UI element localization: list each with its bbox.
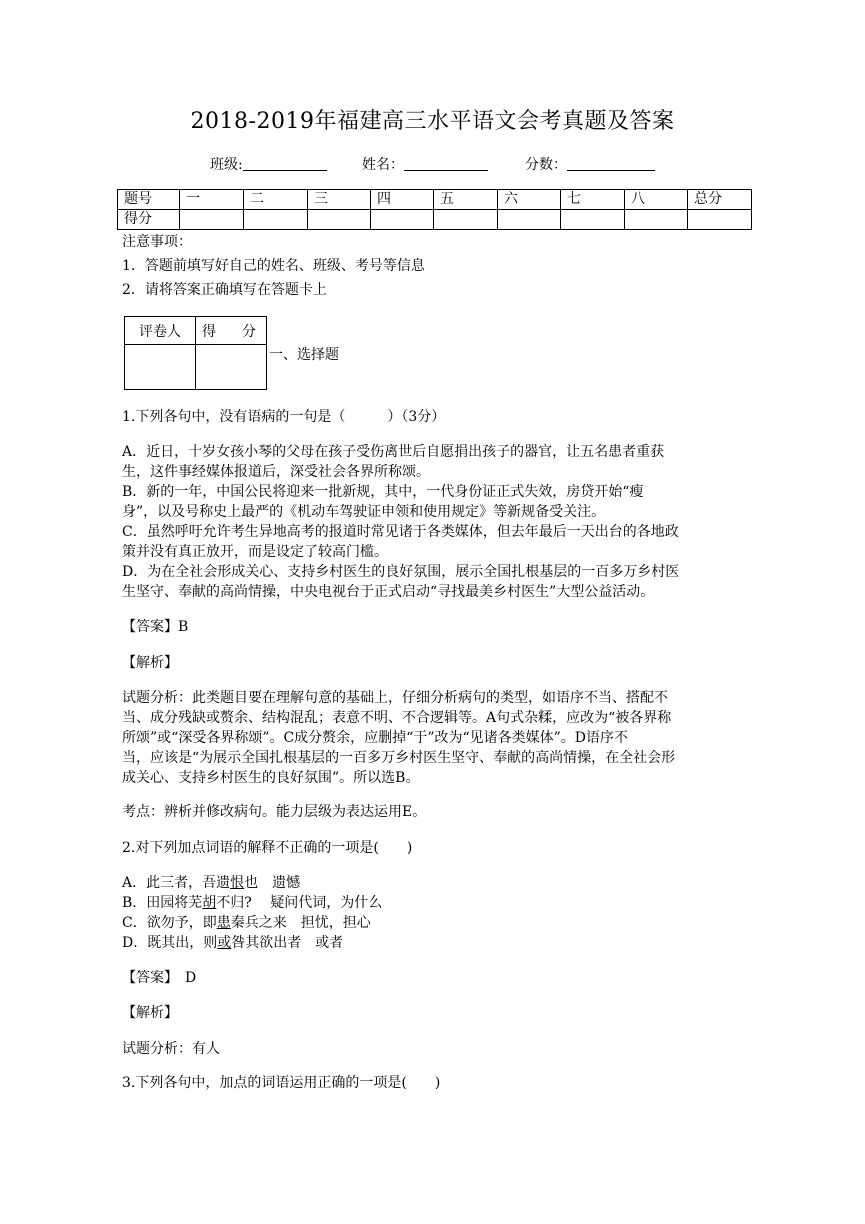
option-text: 咎其欲出者 或者	[231, 935, 344, 951]
name-blank[interactable]	[404, 156, 488, 171]
option-text: 不归? 疑问代词，为什么	[216, 895, 383, 911]
score-cell[interactable]	[244, 210, 308, 230]
dotted-word: 胡	[202, 895, 217, 911]
score-cell[interactable]	[308, 210, 371, 230]
option-text: 也 遗憾	[244, 875, 301, 891]
analysis-line: 试题分析：有人	[122, 1041, 220, 1057]
answer-label: 【答案】 D	[122, 970, 197, 986]
score-table-score-row	[118, 210, 752, 230]
option-a-line: A．近日，十岁女孩小琴的父母在孩子受伤离世后自愿捐出孩子的器官，让五名患者重获	[122, 444, 665, 460]
option-a-line: 生，这件事经媒体报道后，深受社会各界所称颂。	[122, 464, 430, 480]
question-2-stem: 2.对下列加点词语的解释不正确的一项是( )	[122, 840, 413, 856]
score-cell[interactable]	[561, 210, 625, 230]
analysis-line: 当、成分残缺或赘余、结构混乱；表意不明、不合逻辑等。A句式杂糅，应改为“被各界称	[122, 710, 672, 726]
class-field[interactable]	[210, 154, 327, 174]
grader-table	[124, 316, 267, 390]
grader-score-de: 得	[202, 323, 216, 340]
score-cell[interactable]	[371, 210, 434, 230]
question-3-stem: 3.下列各句中，加点的词语运用正确的一项是( )	[122, 1075, 441, 1091]
option-b-line: B．新的一年，中国公民将迎来一批新规，其中，一代身份证正式失效，房贷开始“瘦	[122, 484, 644, 500]
score-header-cell: 题号	[118, 190, 180, 210]
section-heading: 一、选择题	[269, 347, 339, 363]
dotted-word: 患	[216, 915, 231, 931]
analysis-line: 当，应该是“为展示全国扎根基层的一百多万乡村医生坚守、奉献的高尚情操，在全社会形	[122, 750, 676, 766]
option-b-line: 身”，以及号称史上最严的《机动车驾驶证申领和使用规定》等新规备受关注。	[122, 504, 606, 520]
dotted-word: 恨	[230, 875, 245, 891]
option-text: B．田园将芜	[122, 895, 203, 911]
score-cell[interactable]	[434, 210, 498, 230]
score-header-cell: 六	[498, 190, 561, 210]
option-text: 秦兵之来 担忧，担心	[230, 915, 371, 931]
exam-point: 考点：辨析并修改病句。能力层级为表达运用E。	[122, 804, 427, 820]
option-c-line	[122, 913, 371, 933]
score-field[interactable]	[525, 154, 655, 174]
score-cell[interactable]	[498, 210, 561, 230]
option-b-line	[122, 893, 382, 913]
option-d-line: 生坚守、奉献的高尚情操，中央电视台于正式启动“寻找最美乡村医生”大型公益活动。	[122, 584, 655, 600]
grader-score-header	[196, 317, 267, 345]
score-cell[interactable]	[688, 210, 752, 230]
analysis-line: 所颂”或“深受各界称颂”。C成分赘余，应删掉“于”改为“见诸各类媒体”。D语序不	[122, 730, 629, 746]
class-blank[interactable]	[243, 156, 327, 171]
score-cell[interactable]	[625, 210, 688, 230]
option-a-line	[122, 873, 300, 893]
notice-item: 2．请将答案正确填写在答题卡上	[122, 282, 327, 298]
score-row-label: 得分	[118, 210, 180, 230]
score-table	[117, 189, 752, 230]
score-header-cell: 二	[244, 190, 308, 210]
score-header-cell: 八	[625, 190, 688, 210]
score-header-cell: 七	[561, 190, 625, 210]
answer-label: 【答案】B	[122, 619, 189, 635]
analysis-line: 成关心、支持乡村医生的良好氛围”。所以选B。	[122, 770, 420, 786]
option-text: C．欲勿予，即	[122, 915, 217, 931]
dotted-word: 或	[217, 935, 232, 951]
option-text: D．既其出，则	[122, 935, 218, 951]
analysis-line: 试题分析：此类题目要在理解句意的基础上，仔细分析病句的类型，如语序不当、搭配不	[122, 690, 668, 706]
option-c-line: C．虽然呼吁允许考生异地高考的报道时常见诸于各类媒体，但去年最后一天出台的各地政	[122, 524, 679, 540]
analysis-heading: 【解析】	[122, 1005, 178, 1021]
score-blank[interactable]	[567, 156, 655, 171]
reviewer-cell[interactable]	[125, 345, 196, 390]
score-header-cell: 四	[371, 190, 434, 210]
grader-score-fen: 分	[242, 323, 256, 340]
analysis-heading: 【解析】	[122, 655, 178, 671]
score-label: 分数：	[525, 157, 567, 173]
page-title: 2018-2019年福建高三水平语文会考真题及答案	[190, 109, 675, 134]
score-cell[interactable]	[180, 210, 244, 230]
reviewer-label: 评卷人	[125, 317, 196, 345]
option-d-line	[122, 933, 343, 953]
name-label: 姓名：	[362, 157, 404, 173]
option-c-line: 策并没有真正放开，而是设定了较高门槛。	[122, 544, 388, 560]
score-header-cell: 三	[308, 190, 371, 210]
question-1-stem: 1.下列各句中，没有语病的一句是（ ）（3分）	[122, 409, 446, 425]
class-label: 班级:	[210, 157, 243, 173]
score-table-header-row	[118, 190, 752, 210]
score-header-cell: 五	[434, 190, 498, 210]
score-header-cell: 总分	[688, 190, 752, 210]
option-d-line: D．为在全社会形成关心、支持乡村医生的良好氛围，展示全国扎根基层的一百多万乡村医	[122, 564, 680, 580]
score-header-cell: 一	[180, 190, 244, 210]
notice-heading: 注意事项：	[122, 234, 192, 250]
notice-item: 1．答题前填写好自己的姓名、班级、考号等信息	[122, 258, 425, 274]
grader-score-cell[interactable]	[196, 345, 267, 390]
option-text: A．此三者，吾遗	[122, 875, 231, 891]
name-field[interactable]	[362, 154, 488, 174]
